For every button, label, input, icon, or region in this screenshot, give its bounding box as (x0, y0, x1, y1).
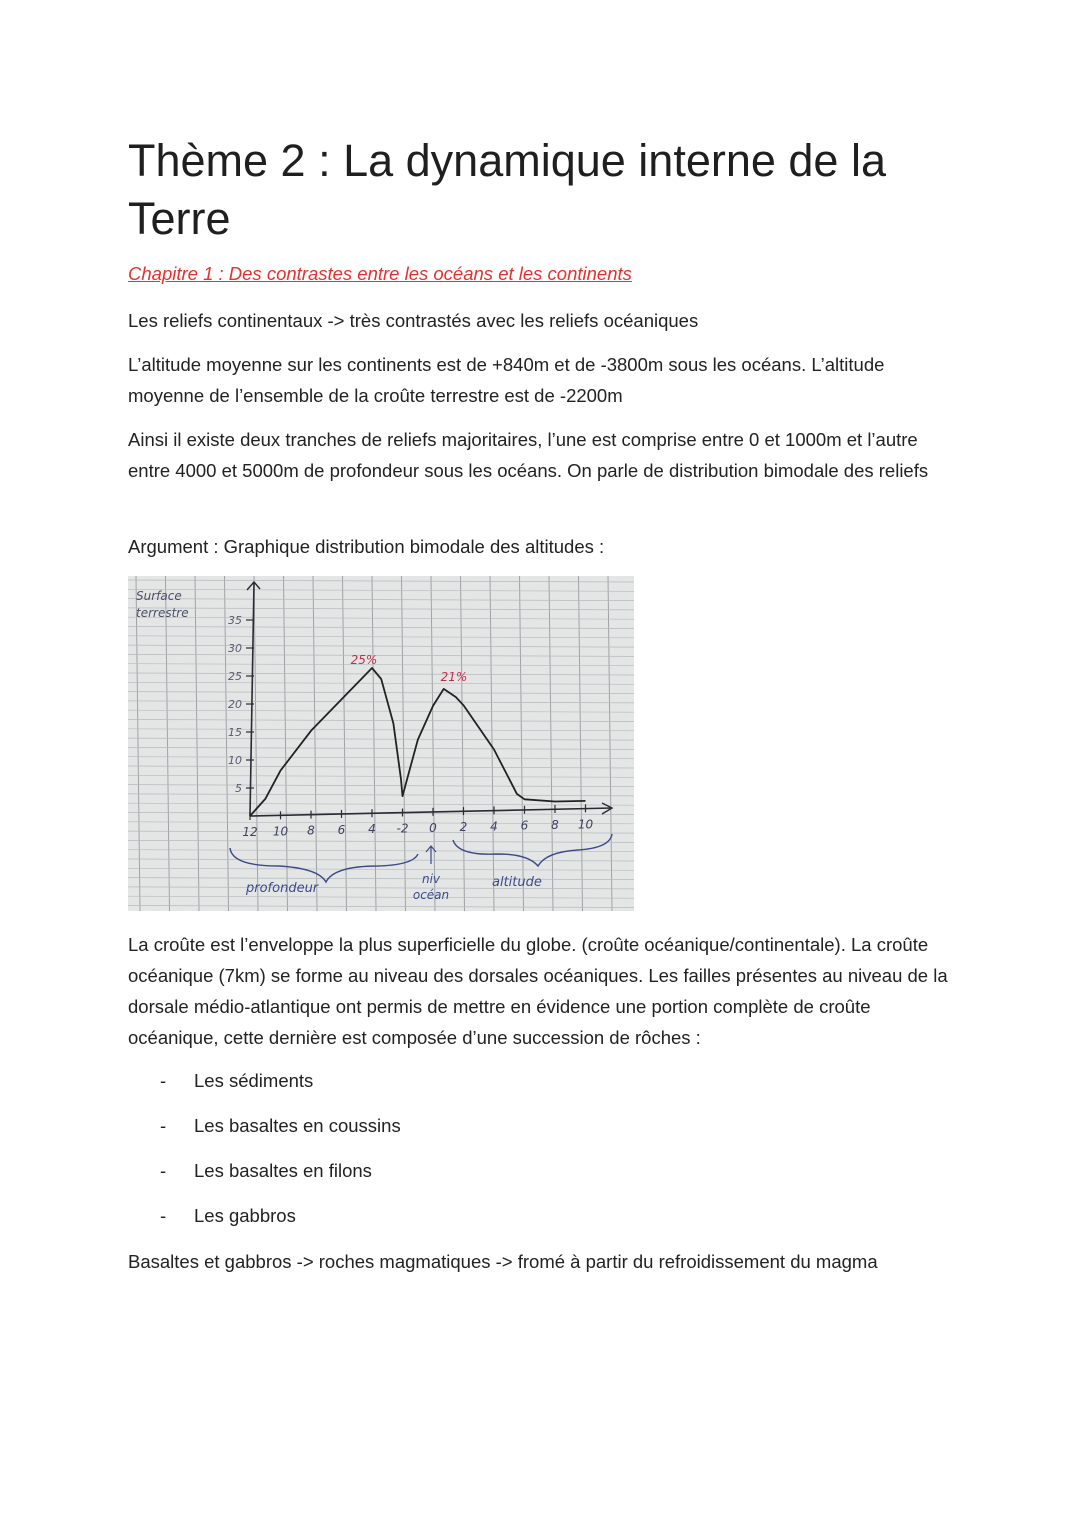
x-tick-label: 0 (429, 820, 437, 835)
depth-label: profondeur (246, 881, 319, 896)
chapter-heading: Chapitre 1 : Des contrastes entre les océans et les continents (128, 263, 632, 284)
y-tick-label: 10 (228, 754, 242, 767)
bimodal-altitude-graph-photo (128, 576, 634, 911)
list-item-text: Les basaltes en coussins (194, 1115, 401, 1136)
list-item-text: Les basaltes en filons (194, 1160, 372, 1181)
x-tick-label: 2 (459, 820, 468, 835)
list-dash: - (160, 1205, 167, 1226)
paragraph: Argument : Graphique distribution bimodale des altitudes : (128, 536, 605, 557)
y-tick-label: 25 (228, 670, 242, 683)
list-item (160, 1205, 296, 1227)
altitude-label: altitude (492, 875, 542, 890)
peak-annotation: 21% (440, 670, 468, 684)
paragraph: Les reliefs continentaux -> très contrastés avec les reliefs océaniques (128, 310, 699, 331)
list-item-text: Les sédiments (194, 1070, 314, 1091)
paragraph: La croûte est l’enveloppe la plus superficielle du globe. (croûte océanique/continentale). La croûte océanique (7km) se forme au niveau des dorsales océaniques. Les failles présentes au niveau de la dorsale médio-atlantique ont permis de mettre en évidence une portion complète de croûte océanique, cette dernière est composée d’une succession de rôches : (128, 934, 948, 1048)
x-tick-label: 6 (337, 822, 346, 837)
x-tick-label: -2 (396, 821, 409, 836)
list-item-text: Les gabbros (194, 1205, 296, 1226)
y-tick-label: 5 (235, 782, 242, 795)
y-tick-label: 30 (228, 642, 242, 655)
x-tick-label: 8 (307, 823, 315, 838)
x-tick-label: 10 (272, 824, 289, 839)
paragraph: L’altitude moyenne sur les continents est de +840m et de -3800m sous les océans. L’altitude moyenne de l’ensemble de la croûte terrestre est de -2200m (128, 354, 885, 406)
y-tick-label: 35 (228, 614, 242, 627)
page-title: Thème 2 : La dynamique interne de la Terre (128, 135, 886, 244)
x-tick-label: 10 (577, 817, 594, 832)
x-tick-label: 4 (490, 819, 498, 834)
list-item (160, 1160, 372, 1182)
y-tick-label: 15 (228, 726, 242, 739)
peak-annotation: 25% (350, 653, 378, 667)
list-dash: - (160, 1070, 167, 1091)
y-tick-label: 20 (228, 698, 242, 711)
x-tick-label: 8 (551, 818, 559, 832)
list-dash: - (160, 1160, 167, 1181)
paragraph: Ainsi il existe deux tranches de reliefs majoritaires, l’une est comprise entre 0 et 1000m et l’autre entre 4000 et 5000m de profondeur sous les océans. On parle de distribution bimodale des reliefs (128, 429, 929, 481)
sea-level-label: niv (421, 872, 441, 886)
sea-level-label: océan (412, 888, 450, 902)
list-item (160, 1115, 401, 1137)
x-tick-label: 6 (520, 818, 529, 833)
x-tick-label: 4 (368, 822, 376, 837)
paragraph: Basaltes et gabbros -> roches magmatiques -> fromé à partir du refroidissement du magma (128, 1251, 878, 1272)
x-tick-label: 12 (242, 825, 258, 839)
y-axis-label: Surface (136, 589, 182, 603)
list-dash: - (160, 1115, 167, 1136)
list-item (160, 1070, 313, 1092)
y-axis-label: terrestre (136, 606, 189, 620)
